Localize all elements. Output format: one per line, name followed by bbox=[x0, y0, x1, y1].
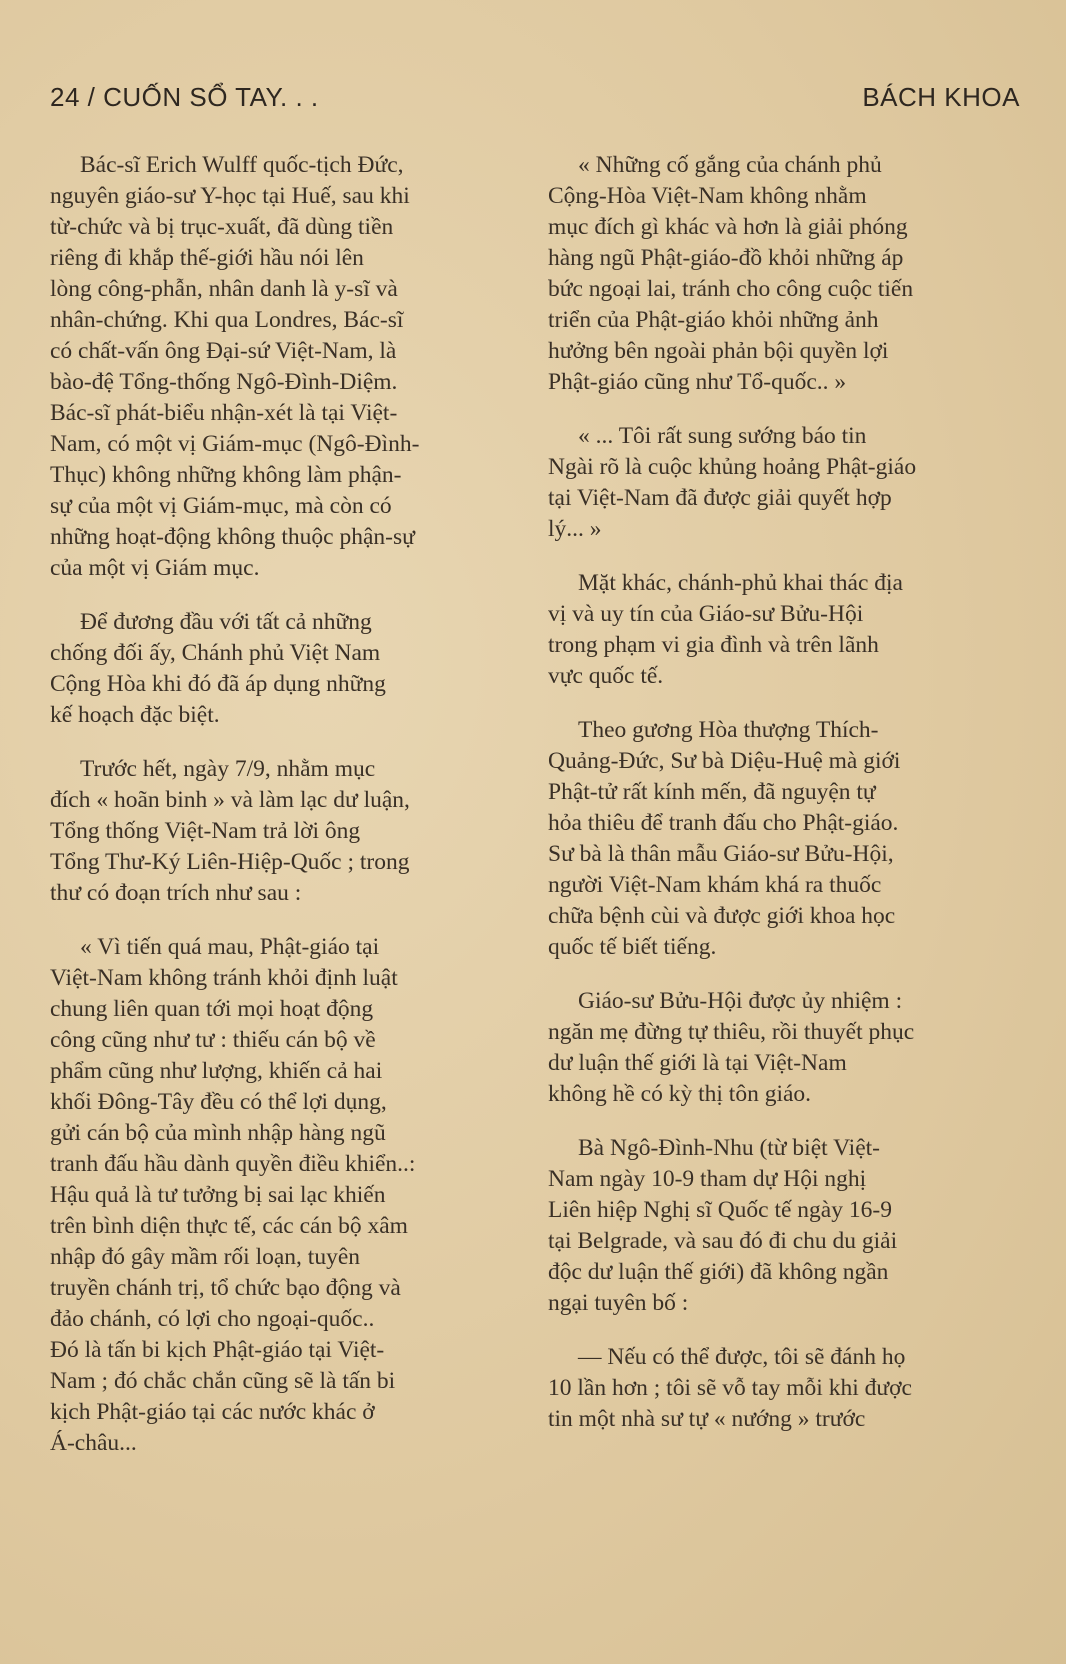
text-line: Phật-giáo cũng như Tổ-quốc.. » bbox=[548, 369, 847, 395]
text-line: trong phạm vi gia đình và trên lãnh bbox=[548, 632, 879, 658]
text-line: Nam ; đó chắc chắn cũng sẽ là tấn bi bbox=[50, 1368, 396, 1394]
text-line: phẩm cũng như lượng, khiến cả hai bbox=[50, 1058, 383, 1084]
text-line: vị và uy tín của Giáo-sư Bửu-Hội bbox=[548, 601, 864, 627]
text-line: đảo chánh, có lợi cho ngoại-quốc.. bbox=[50, 1306, 375, 1332]
text-line: tại Việt-Nam đã được giải quyết hợp bbox=[548, 485, 892, 511]
paragraph bbox=[50, 932, 512, 1459]
text-line: Để đương đầu với tất cả những bbox=[80, 609, 372, 635]
text-line: Cộng Hòa khi đó đã áp dụng những bbox=[50, 671, 386, 697]
text-line: đích « hoãn binh » và làm lạc dư luận, bbox=[50, 787, 410, 813]
paragraph bbox=[548, 150, 1014, 398]
text-line: ngăn mẹ đừng tự thiêu, rồi thuyết phục bbox=[548, 1019, 915, 1045]
text-line: quốc tế biết tiếng. bbox=[548, 934, 717, 960]
paragraph bbox=[548, 1133, 1014, 1319]
text-line: riêng đi khắp thế-giới hầu nói lên bbox=[50, 245, 364, 271]
text-line: Giáo-sư Bửu-Hội được ủy nhiệm : bbox=[578, 988, 903, 1014]
text-line: vực quốc tế. bbox=[548, 663, 664, 689]
text-line: Á-châu... bbox=[50, 1430, 137, 1456]
text-line: gửi cán bộ của mình nhập hàng ngũ bbox=[50, 1120, 386, 1146]
text-line: có chất-vấn ông Đại-sứ Việt-Nam, là bbox=[50, 338, 397, 364]
right-column bbox=[548, 150, 1014, 1458]
text-line: trên bình diện thực tế, các cán bộ xâm bbox=[50, 1213, 408, 1239]
text-line: Nam ngày 10-9 tham dự Hội nghị bbox=[548, 1166, 867, 1192]
text-line: lý... » bbox=[548, 516, 602, 542]
text-line: Trước hết, ngày 7/9, nhằm mục bbox=[80, 756, 376, 782]
text-line: Bác-sĩ Erich Wulff quốc-tịch Đức, bbox=[80, 152, 404, 178]
text-line: tại Belgrade, và sau đó đi chu du giải bbox=[548, 1228, 898, 1254]
text-line: Theo gương Hòa thượng Thích- bbox=[578, 717, 879, 743]
text-line: Nam, có một vị Giám-mục (Ngô-Đình- bbox=[50, 431, 420, 457]
text-line: Thục) không những không làm phận- bbox=[50, 462, 402, 488]
text-line: nhân-chứng. Khi qua Londres, Bác-sĩ bbox=[50, 307, 404, 333]
text-line: Việt-Nam không tránh khỏi định luật bbox=[50, 965, 398, 991]
text-line: « Vì tiến quá mau, Phật-giáo tại bbox=[80, 934, 380, 960]
left-column bbox=[50, 150, 512, 1482]
text-line: thư có đoạn trích như sau : bbox=[50, 880, 302, 906]
magazine-name: BÁCH KHOA bbox=[862, 82, 1020, 112]
text-line: chống đối ấy, Chánh phủ Việt Nam bbox=[50, 640, 381, 666]
text-line: không hề có kỳ thị tôn giáo. bbox=[548, 1081, 812, 1107]
paragraph bbox=[50, 607, 512, 731]
text-line: « Những cố gắng của chánh phủ bbox=[578, 152, 882, 178]
text-line: người Việt-Nam khám khá ra thuốc bbox=[548, 872, 882, 898]
text-line: dư luận thế giới là tại Việt-Nam bbox=[548, 1050, 847, 1076]
text-line: công cũng như tư : thiếu cán bộ về bbox=[50, 1027, 376, 1053]
text-line: mục đích gì khác và hơn là giải phóng bbox=[548, 214, 908, 240]
text-line: Cộng-Hòa Việt-Nam không nhằm bbox=[548, 183, 867, 209]
running-title: 24 / CUỐN SỔ TAY. . . bbox=[50, 82, 319, 112]
text-line: Bác-sĩ phát-biểu nhận-xét là tại Việt- bbox=[50, 400, 398, 426]
text-line: sự của một vị Giám-mục, mà còn có bbox=[50, 493, 392, 519]
text-line: nguyên giáo-sư Y-học tại Huế, sau khi bbox=[50, 183, 410, 209]
text-line: Tổng thống Việt-Nam trả lời ông bbox=[50, 818, 361, 844]
text-line: Bà Ngô-Đình-Nhu (từ biệt Việt- bbox=[578, 1135, 880, 1161]
paragraph bbox=[548, 568, 1014, 692]
paragraph bbox=[548, 986, 1014, 1110]
text-line: hưởng bên ngoài phản bội quyền lợi bbox=[548, 338, 889, 364]
paragraph bbox=[50, 150, 512, 584]
text-line: Sư bà là thân mẫu Giáo-sư Bửu-Hội, bbox=[548, 841, 894, 867]
text-line: tin một nhà sư tự « nướng » trước bbox=[548, 1406, 866, 1432]
text-line: lòng công-phẫn, nhân danh là y-sĩ và bbox=[50, 276, 398, 302]
text-line: bào-đệ Tổng-thống Ngô-Đình-Diệm. bbox=[50, 369, 398, 395]
text-line: hỏa thiêu để tranh đấu cho Phật-giáo. bbox=[548, 810, 899, 836]
text-line: chữa bệnh cùi và được giới khoa học bbox=[548, 903, 896, 929]
text-line: Mặt khác, chánh-phủ khai thác địa bbox=[578, 570, 903, 596]
text-line: 10 lần hơn ; tôi sẽ vỗ tay mỗi khi được bbox=[548, 1375, 912, 1401]
page-header bbox=[50, 78, 1020, 118]
text-line: Tổng Thư-Ký Liên-Hiệp-Quốc ; trong bbox=[50, 849, 410, 875]
text-line: những hoạt-động không thuộc phận-sự bbox=[50, 524, 415, 550]
text-line: Phật-tử rất kính mến, đã nguyện tự bbox=[548, 779, 876, 805]
text-line: Quảng-Đức, Sư bà Diệu-Huệ mà giới bbox=[548, 748, 901, 774]
text-line: kế hoạch đặc biệt. bbox=[50, 702, 220, 728]
text-line: — Nếu có thể được, tôi sẽ đánh họ bbox=[578, 1344, 906, 1370]
text-line: hàng ngũ Phật-giáo-đồ khỏi những áp bbox=[548, 245, 904, 271]
text-line: nhập đó gây mầm rối loạn, tuyên bbox=[50, 1244, 360, 1270]
text-line: Liên hiệp Nghị sĩ Quốc tế ngày 16-9 bbox=[548, 1197, 892, 1223]
text-line: triển của Phật-giáo khỏi những ảnh bbox=[548, 307, 879, 333]
text-line: bức ngoại lai, tránh cho công cuộc tiến bbox=[548, 276, 914, 302]
text-line: kịch Phật-giáo tại các nước khác ở bbox=[50, 1399, 375, 1425]
text-line: Hậu quả là tư tưởng bị sai lạc khiến bbox=[50, 1182, 386, 1208]
text-line: tranh đấu hầu dành quyền điều khiển..: bbox=[50, 1151, 416, 1177]
paragraph bbox=[50, 754, 512, 909]
paragraph bbox=[548, 1342, 1014, 1435]
text-line: của một vị Giám mục. bbox=[50, 555, 260, 581]
text-line: truyền chánh trị, tổ chức bạo động và bbox=[50, 1275, 401, 1301]
text-line: chung liên quan tới mọi hoạt động bbox=[50, 996, 374, 1022]
text-line: « ... Tôi rất sung sướng báo tin bbox=[578, 423, 867, 449]
text-line: độc dư luận thế giới) đã không ngần bbox=[548, 1259, 889, 1285]
text-line: từ-chức và bị trục-xuất, đã dùng tiền bbox=[50, 214, 394, 240]
text-line: Ngài rõ là cuộc khủng hoảng Phật-giáo bbox=[548, 454, 917, 480]
paragraph bbox=[548, 421, 1014, 545]
text-line: Đó là tấn bi kịch Phật-giáo tại Việt- bbox=[50, 1337, 385, 1363]
paragraph bbox=[548, 715, 1014, 963]
text-line: ngại tuyên bố : bbox=[548, 1290, 689, 1316]
text-line: khối Đông-Tây đều có thể lợi dụng, bbox=[50, 1089, 387, 1115]
